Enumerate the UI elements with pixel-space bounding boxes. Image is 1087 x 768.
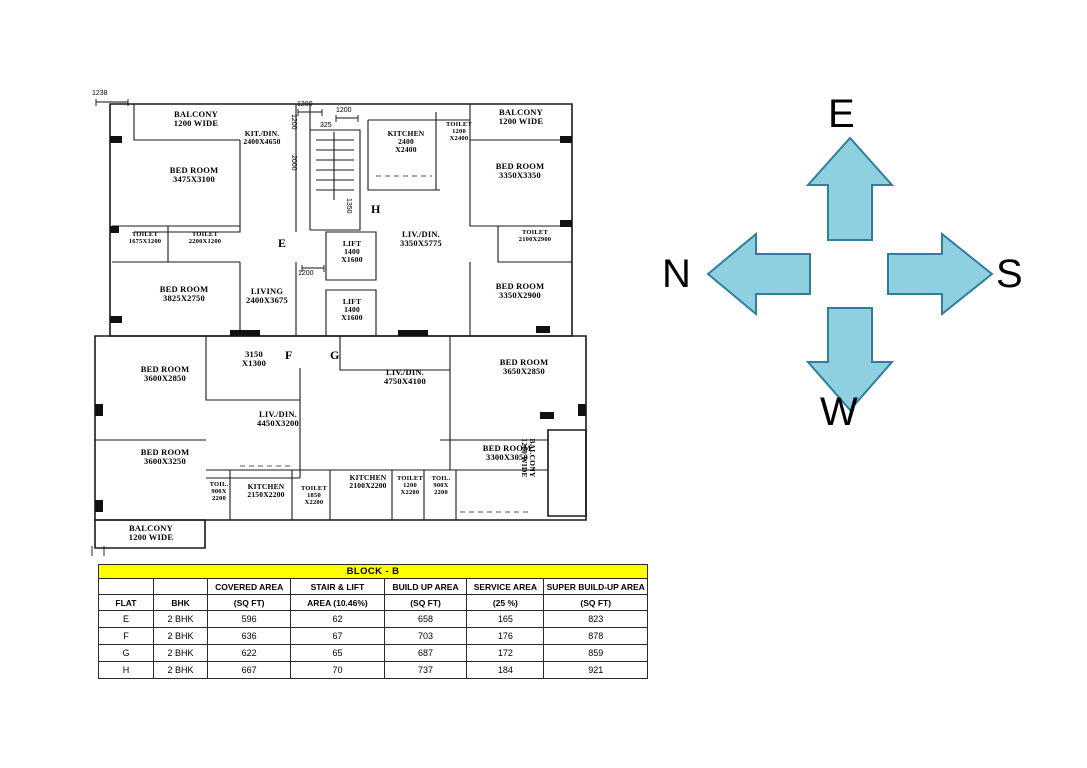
room-label: LIV./DIN. 4750X4100 <box>384 367 426 386</box>
cell-covered: 636 <box>208 628 291 645</box>
table-row <box>99 611 648 628</box>
dimension-label: 1350 <box>345 198 352 214</box>
cell-bhk: 2 BHK <box>153 628 207 645</box>
room-label: KITCHEN 2100X2200 <box>349 473 387 490</box>
arrow-right <box>888 234 992 314</box>
cell-build: 737 <box>384 662 466 679</box>
cell-stair: 67 <box>291 628 385 645</box>
unit-marker-f: F <box>285 348 293 362</box>
cell-stair: 70 <box>291 662 385 679</box>
compass-label-north: N <box>662 252 691 296</box>
compass-label-west: W <box>820 390 858 434</box>
room-label: BED ROOM 3825X2750 <box>159 284 209 303</box>
cell-service: 176 <box>467 628 544 645</box>
room-label: 3150 X1300 <box>241 349 267 368</box>
unit-marker-e: E <box>278 236 287 250</box>
cell-stair: 65 <box>291 645 385 662</box>
table-row <box>99 628 648 645</box>
th-service-pct: (25 %) <box>467 595 544 611</box>
room-label: BALCONY 1200 WIDE <box>520 438 537 478</box>
arrow-left <box>708 234 810 314</box>
room-label: TOIL. 900X 2200 <box>431 475 451 496</box>
block-area-table <box>98 564 648 679</box>
table-title-row <box>99 565 648 579</box>
cell-stair: 62 <box>291 611 385 628</box>
room-label: TOILET 1675X1200 <box>128 231 162 245</box>
dimension-label: 1200 <box>298 270 314 277</box>
cell-bhk: 2 BHK <box>153 611 207 628</box>
dimension-label: 2000 <box>290 155 297 171</box>
cell-build: 658 <box>384 611 466 628</box>
th-stair-pct: AREA (10.46%) <box>291 595 385 611</box>
compass-rose <box>660 90 1040 460</box>
cell-covered: 596 <box>208 611 291 628</box>
th-covered-unit: (SQ FT) <box>208 595 291 611</box>
room-label: BED ROOM 3350X2900 <box>495 281 545 300</box>
cell-flat: G <box>99 645 154 662</box>
room-label: KITCHEN 2150X2200 <box>247 482 285 499</box>
dimension-label: 1200 <box>336 107 352 114</box>
th-super-unit: (SQ FT) <box>544 595 648 611</box>
room-label: LIFT 1400 X1600 <box>341 297 363 322</box>
room-label: BED ROOM 3475X3100 <box>169 165 219 184</box>
floor-plan <box>0 0 680 580</box>
room-label: TOIL. 900X 2200 <box>209 481 229 502</box>
table-header-top <box>99 579 648 595</box>
room-label: TOILET 1200 X2400 <box>445 121 472 142</box>
cell-flat: E <box>99 611 154 628</box>
cell-bhk: 2 BHK <box>153 645 207 662</box>
th-empty-flat <box>99 579 154 595</box>
room-label: BED ROOM 3600X3250 <box>140 447 190 466</box>
arrow-up <box>808 138 892 240</box>
room-label: LIV./DIN. 4450X3200 <box>257 409 299 428</box>
table-row <box>99 645 648 662</box>
th-empty-bhk <box>153 579 207 595</box>
th-build-up-area: BUILD UP AREA <box>384 579 466 595</box>
th-service-area: SERVICE AREA <box>467 579 544 595</box>
room-label: LIVING 2400X3675 <box>246 286 288 305</box>
compass-label-south: S <box>996 252 1023 296</box>
room-label: KIT./DIN. 2400X4650 <box>243 129 281 146</box>
cell-covered: 622 <box>208 645 291 662</box>
room-label: TOILET 2100X2900 <box>518 229 552 243</box>
cell-super: 921 <box>544 662 648 679</box>
cell-build: 687 <box>384 645 466 662</box>
unit-marker-h: H <box>371 202 381 216</box>
table-row <box>99 662 648 679</box>
cell-super: 859 <box>544 645 648 662</box>
cell-super: 878 <box>544 628 648 645</box>
dimension-label: 1200 <box>290 114 297 130</box>
unit-marker-g: G <box>330 348 340 362</box>
room-label: BALCONY 1200 WIDE <box>173 109 219 128</box>
th-build-unit: (SQ FT) <box>384 595 466 611</box>
cell-covered: 667 <box>208 662 291 679</box>
room-label: KITCHEN 2400 X2400 <box>387 129 425 154</box>
dimension-label: 1238 <box>92 90 108 97</box>
cell-build: 703 <box>384 628 466 645</box>
room-label: TOILET 1850 X2200 <box>300 485 327 506</box>
cell-bhk: 2 BHK <box>153 662 207 679</box>
room-label: BED ROOM 3350X3350 <box>495 161 545 180</box>
th-super-build-up-area: SUPER BUILD-UP AREA <box>544 579 648 595</box>
cell-service: 184 <box>467 662 544 679</box>
room-label: LIV./DIN. 3350X5775 <box>400 229 442 248</box>
cell-super: 823 <box>544 611 648 628</box>
room-label: BED ROOM 3650X2850 <box>499 357 549 376</box>
th-stair-lift: STAIR & LIFT <box>291 579 385 595</box>
compass-label-east: E <box>828 92 855 136</box>
table-header-bottom <box>99 595 648 611</box>
room-label: BALCONY 1200 WIDE <box>128 523 174 542</box>
th-flat: FLAT <box>99 595 154 611</box>
th-bhk: BHK <box>153 595 207 611</box>
cell-flat: H <box>99 662 154 679</box>
cell-service: 172 <box>467 645 544 662</box>
room-label: LIFT 1400 X1600 <box>341 239 363 264</box>
room-label: BED ROOM 3300X3050 <box>482 443 532 462</box>
room-label: BALCONY 1200 WIDE <box>498 107 544 126</box>
cell-service: 165 <box>467 611 544 628</box>
room-label: BED ROOM 3600X2850 <box>140 364 190 383</box>
table-title: BLOCK - B <box>99 565 648 579</box>
th-covered-area: COVERED AREA <box>208 579 291 595</box>
room-label: TOILET 2200X1200 <box>188 231 222 245</box>
dimension-label: 1200 <box>297 101 313 108</box>
dimension-label: 325 <box>320 122 332 129</box>
cell-flat: F <box>99 628 154 645</box>
floor-plan-drawing <box>0 0 680 580</box>
room-label: TOILET 1200 X2200 <box>396 475 423 496</box>
